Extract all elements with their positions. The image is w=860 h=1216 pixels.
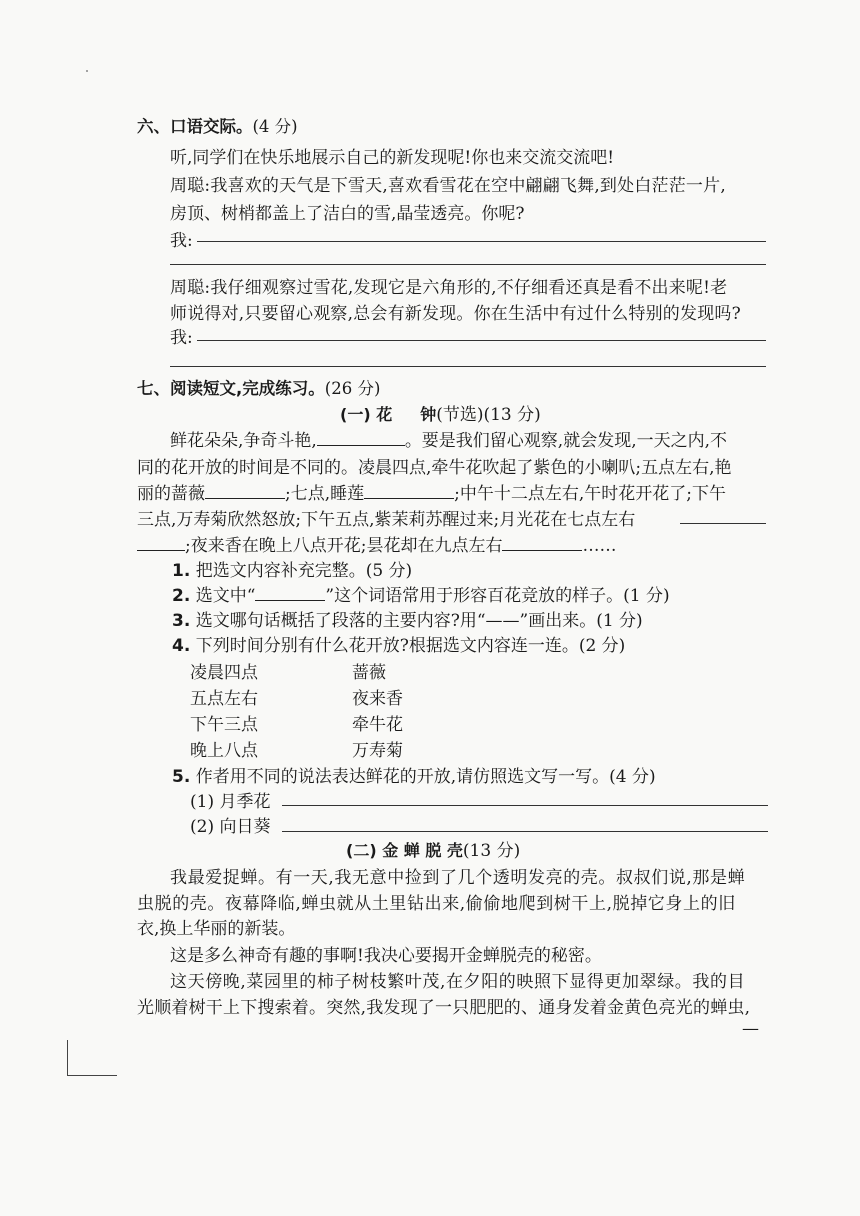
q3-text: 选文哪句话概括了段落的主要内容?用“——”画出来。(1 分) (195, 611, 643, 631)
q1-text: 把选文内容补充完整。(5 分) (195, 561, 413, 581)
passage2-points: (13 分) (462, 841, 521, 861)
passage1-line4 (137, 505, 635, 530)
q4-number: 4. (172, 636, 191, 656)
section6-points: (4 分) (252, 117, 298, 136)
question-3 (172, 606, 643, 631)
flower-item[interactable]: 牵牛花 (352, 715, 403, 735)
flower-item[interactable]: 蔷薇 (352, 663, 386, 683)
scan-speck (86, 70, 88, 72)
passage1-p5b: …… (582, 536, 617, 556)
fill-blank-5[interactable] (502, 549, 582, 551)
passage2-title (346, 836, 520, 861)
answer-line-2a[interactable] (197, 340, 766, 341)
passage1-p3c: ;中午十二点左右,午时花开花了;下午 (454, 484, 726, 504)
q5-text: 作者用不同的说法表达鲜花的开放,请仿照选文写一写。(4 分) (195, 767, 656, 787)
dialog2-line2: 师说得对,只要留心观察,总会有新发现。你在生活中有过什么特别的发现吗? (170, 304, 741, 324)
fill-blank-3[interactable] (364, 497, 454, 499)
q3-number: 3. (172, 611, 191, 631)
question-1 (172, 556, 412, 581)
question-5 (172, 762, 656, 787)
me-label-1: 我: (170, 231, 193, 251)
section7-title: 七、阅读短文,完成练习。 (137, 379, 325, 398)
time-item[interactable]: 下午三点 (190, 715, 258, 735)
q2-number: 2. (172, 586, 191, 606)
section7-points: (26 分) (324, 379, 381, 398)
passage2-line1: 我最爱捉蝉。有一天,我无意中捡到了几个透明发亮的壳。叔叔们说,那是蝉 (170, 868, 746, 888)
passage1-line2: 同的花开放的时间是不同的。凌晨四点,牵牛花吹起了紫色的小喇叭;五点左右,艳 (137, 458, 732, 478)
time-item[interactable]: 五点左右 (190, 689, 258, 709)
question-4 (172, 631, 625, 656)
passage2-line4: 这是多么神奇有趣的事啊!我决心要揭开金蝉脱壳的秘密。 (170, 946, 602, 966)
q5-item-2: (2) 向日葵 (190, 817, 271, 837)
passage1-title (340, 400, 541, 425)
passage1-p3b: ;七点,睡莲 (285, 484, 365, 504)
passage2-line5: 这天傍晚,菜园里的柿子树枝繁叶茂,在夕阳的映照下显得更加翠绿。我的目 (170, 972, 746, 992)
dialog1-line1: 周聪:我喜欢的天气是下雪天,喜欢看雪花在空中翩翩飞舞,到处白茫茫一片, (170, 176, 726, 196)
answer-line-1b[interactable] (170, 264, 766, 265)
q2-text-a: 选文中“ (195, 586, 256, 606)
passage1-p5a: ;夜来香在晚上八点开花;昙花却在九点左右 (185, 536, 503, 556)
time-item[interactable]: 晚上八点 (190, 741, 258, 761)
passage2-line3: 衣,换上华丽的新装。 (137, 919, 296, 939)
section6-title: 六、口语交际。 (137, 117, 253, 136)
fill-blank-4a[interactable] (680, 523, 766, 524)
answer-line-1a[interactable] (197, 241, 766, 242)
fill-blank-4b[interactable] (137, 549, 185, 551)
page-corner-mark (67, 1040, 68, 1075)
section6-intro: 听,同学们在快乐地展示自己的新发现呢!你也来交流交流吧! (170, 148, 615, 168)
passage1-line5 (137, 531, 616, 556)
passage1-title-suffix: (节选)(13 分) (436, 405, 541, 425)
answer-line-2b[interactable] (170, 366, 766, 367)
dialog2-line1: 周聪:我仔细观察过雪花,发现它是六角形的,不仔细看还真是看不出来呢!老 (170, 278, 728, 298)
q1-number: 1. (172, 561, 191, 581)
passage2-title-text: (二) 金 蝉 脱 壳 (346, 841, 463, 860)
fill-blank-1[interactable] (317, 444, 405, 446)
question-2 (172, 581, 670, 606)
section6-heading (137, 113, 298, 137)
q5-answer-line-1[interactable] (282, 805, 768, 806)
passage1-p1a: 鲜花朵朵,争奇斗艳, (170, 431, 317, 451)
section7-heading (137, 375, 380, 399)
passage1-line1 (170, 426, 727, 451)
page-corner-mark (67, 1075, 117, 1076)
passage2-line6: 光顺着树干上下搜索着。突然,我发现了一只肥肥的、通身发着金黄色亮光的蝉虫, (137, 998, 751, 1018)
q4-text: 下列时间分别有什么花开放?根据选文内容连一连。(2 分) (195, 636, 626, 656)
passage1-title-a: (一) 花 (340, 405, 393, 424)
me-label-2: 我: (170, 328, 193, 348)
passage2-line2: 虫脱的壳。夜幕降临,蝉虫就从土里钻出来,偷偷地爬到树干上,脱掉它身上的旧 (137, 894, 736, 914)
dialog1-line2: 房顶、树梢都盖上了洁白的雪,晶莹透亮。你呢? (170, 204, 525, 224)
passage1-line3 (137, 479, 726, 504)
flower-item[interactable]: 万寿菊 (352, 741, 403, 761)
q5-answer-line-2[interactable] (282, 831, 768, 832)
fill-blank-2[interactable] (205, 497, 285, 499)
passage1-p3a: 丽的蔷薇 (137, 484, 205, 504)
q5-number: 5. (172, 767, 191, 787)
passage1-p4a: 三点,万寿菊欣然怒放;下午五点,紫茉莉苏醒过来;月光花在七点左右 (137, 510, 636, 530)
time-item[interactable]: 凌晨四点 (190, 663, 258, 683)
q2-text-b: ”这个词语常用于形容百花竞放的样子。(1 分) (325, 586, 670, 606)
page-mark: — (742, 1019, 759, 1039)
flower-item[interactable]: 夜来香 (352, 689, 403, 709)
q5-item-1: (1) 月季花 (190, 792, 271, 812)
q2-blank[interactable] (255, 599, 325, 601)
passage1-title-b: 钟 (420, 405, 437, 424)
passage1-p1b: 。要是我们留心观察,就会发现,一天之内,不 (404, 431, 728, 451)
